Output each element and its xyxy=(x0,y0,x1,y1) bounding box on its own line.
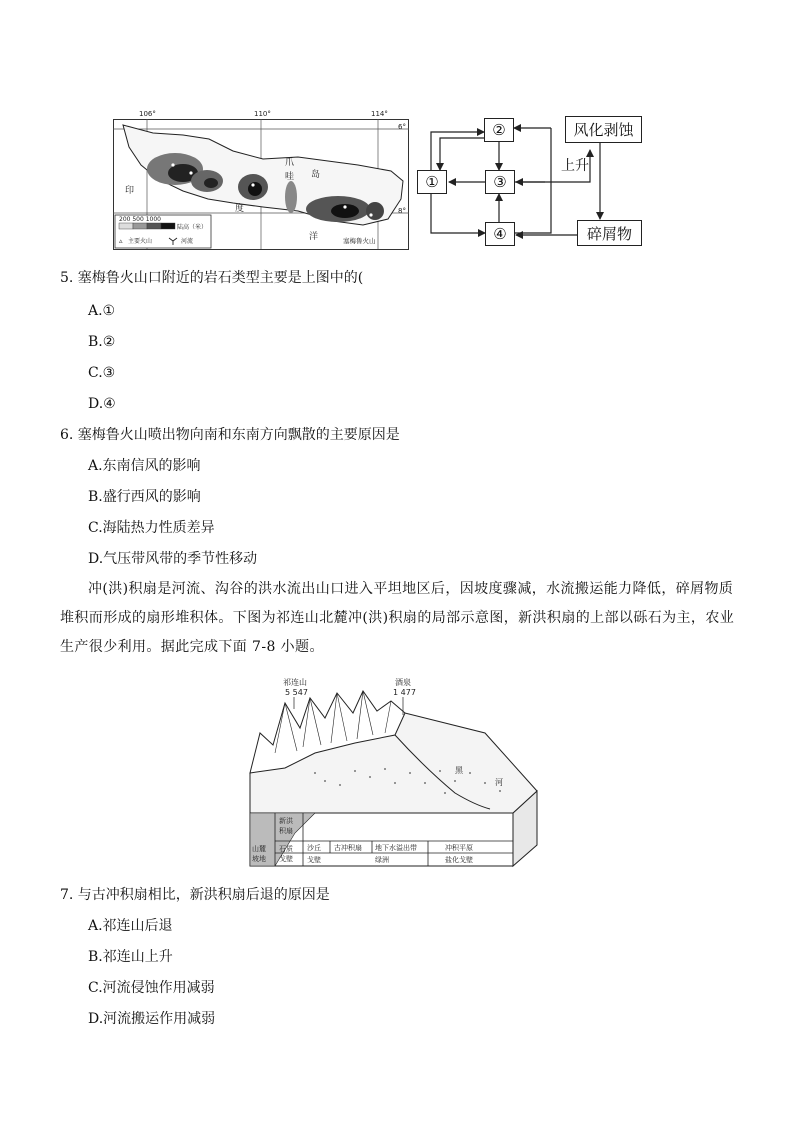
place-label: 度 xyxy=(235,204,245,214)
node-2: ② xyxy=(484,118,514,142)
river-label-2: 河 xyxy=(495,778,503,787)
question-5-option-c: C.③ xyxy=(88,365,116,381)
peak2-name: 酒泉 xyxy=(395,678,411,687)
legend-volcano: 主要火山 xyxy=(128,238,153,245)
question-5-option-d: D.④ xyxy=(88,396,116,412)
weathering-box: 风化剥蚀 xyxy=(565,116,642,143)
cell-dunes: 沙丘 xyxy=(307,844,321,852)
peak1-elev: 5 547 xyxy=(285,688,308,697)
question-6-option-b: B.盛行西风的影响 xyxy=(88,489,201,505)
alluvial-fan-diagram xyxy=(245,673,545,869)
node-1: ① xyxy=(417,170,447,194)
cell-old-fan: 古冲积扇 xyxy=(334,844,362,852)
lon-label: 114° xyxy=(371,110,388,118)
question-6-option-d: D.气压带风带的季节性移动 xyxy=(88,551,258,567)
question-5-stem: 5. 塞梅鲁火山口附近的岩石类型主要是上图中的( xyxy=(60,270,364,286)
place-label: 洋 xyxy=(309,232,319,242)
cell-gravel-1: 石质 xyxy=(279,845,293,853)
place-label: 哇 xyxy=(285,172,295,182)
cell-plain: 冲积平原 xyxy=(445,844,473,852)
sediment-box: 碎屑物 xyxy=(577,220,642,246)
cell-mountain-basin-2: 坡地 xyxy=(252,855,266,863)
question-6-option-c: C.海陆热力性质差异 xyxy=(88,520,215,536)
legend-river: 河流 xyxy=(181,238,194,245)
question-7-option-d: D.河流搬运作用减弱 xyxy=(88,1011,216,1027)
cell-saline-gobi: 盐化戈壁 xyxy=(445,856,473,864)
cell-gravel-2: 戈壁 xyxy=(279,855,293,863)
passage: 冲(洪)积扇是河流、沟谷的洪水流出山口进入平坦地区后，因坡度骤减，水流搬运能力降低，碎屑物质堆积而形成的扇形堆积体。下图为祁连山北麓冲(洪)积扇的局部示意图，新洪积扇的上部以砾石为主，农业生产很少利用。据此完成下面 7-8 小题。 xyxy=(60,581,735,655)
cell-new-fan-1: 新洪 xyxy=(279,817,293,825)
legend-scale: 200 500 1000 xyxy=(119,216,161,223)
lon-label: 110° xyxy=(254,110,271,118)
question-5-option-b: B.② xyxy=(88,334,116,350)
volcano-label: 塞梅鲁火山 xyxy=(343,237,376,245)
peak1-name: 祁连山 xyxy=(283,678,307,687)
question-7-option-b: B.祁连山上升 xyxy=(88,949,173,965)
cell-new-fan-2: 积扇 xyxy=(279,827,293,835)
node-4: ④ xyxy=(485,222,515,246)
java-map xyxy=(113,107,409,250)
question-6-option-a: A.东南信风的影响 xyxy=(88,458,201,474)
peak2-elev: 1 477 xyxy=(393,688,416,697)
uplift-label: 上升 xyxy=(561,158,589,174)
cell-oasis: 绿洲 xyxy=(375,856,389,864)
lat-label: 6° xyxy=(398,123,406,131)
question-5-option-a: A.① xyxy=(88,303,116,319)
cell-gobi: 戈壁 xyxy=(307,856,321,864)
question-6-stem: 6. 塞梅鲁火山喷出物向南和东南方向飘散的主要原因是 xyxy=(60,427,400,443)
node-3: ③ xyxy=(485,170,515,194)
place-label: 印 xyxy=(125,186,135,196)
place-label: 岛 xyxy=(311,170,321,180)
lon-label: 106° xyxy=(139,110,156,118)
volcano-symbol: ▵ xyxy=(119,237,123,245)
cell-mountain-basin-1: 山麓 xyxy=(252,845,266,853)
question-7-stem: 7. 与古冲积扇相比，新洪积扇后退的原因是 xyxy=(60,887,330,903)
legend-scale-unit: 陆高（米） xyxy=(177,224,208,231)
river-label: 黑 xyxy=(455,766,463,775)
lat-label: 8° xyxy=(398,207,406,215)
cell-spring-belt: 地下水溢出带 xyxy=(375,844,417,852)
place-label: 爪 xyxy=(285,158,295,168)
question-7-option-a: A.祁连山后退 xyxy=(88,918,173,934)
question-7-option-c: C.河流侵蚀作用减弱 xyxy=(88,980,215,996)
rock-cycle-diagram xyxy=(410,110,650,250)
